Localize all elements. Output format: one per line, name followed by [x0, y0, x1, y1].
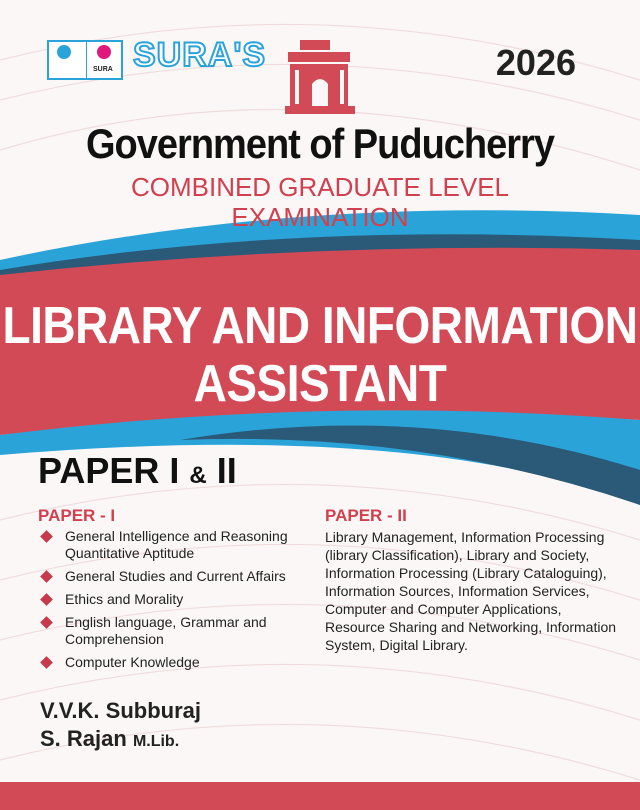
paper1-list [38, 528, 308, 677]
diamond-bullet-icon [40, 656, 53, 669]
paper2-syllabus: Library Management, Information Processing (library Classification), Library and Society, Information Processing (Library Cataloguing), Information Sources, Information Services, Computer and Computer Applications, Resource Sharing and Networking, Information System, Digital Library. [325, 529, 617, 653]
author-1: V.V.K. Subburaj [40, 698, 201, 723]
paper1-heading: PAPER - I [38, 506, 116, 525]
paper-heading: PAPER I & II [38, 450, 237, 491]
list-item: Computer Knowledge [38, 654, 308, 671]
logo-small-text: SURA [93, 66, 113, 73]
diamond-bullet-icon [40, 593, 53, 606]
reader-pink-icon [97, 45, 111, 59]
paper2-heading: PAPER - II [325, 506, 407, 525]
diamond-bullet-icon [40, 530, 53, 543]
government-title: Government of Puducherry [86, 121, 554, 169]
list-item: English language, Grammar and Comprehension [38, 614, 308, 648]
list-item: General Studies and Current Affairs [38, 568, 308, 585]
title-line2: ASSISTANT [193, 353, 447, 413]
diamond-bullet-icon [40, 570, 53, 583]
author-2: S. Rajan M.Lib. [40, 726, 180, 751]
publisher-logo [47, 40, 123, 80]
list-item: General Intelligence and Reasoning Quantitative Aptitude [38, 528, 308, 562]
list-item: Ethics and Morality [38, 591, 308, 608]
exam-line1: COMBINED GRADUATE LEVEL [130, 172, 510, 202]
reader-icon [57, 45, 71, 59]
exam-line2: EXAMINATION [231, 202, 409, 232]
title-line1: LIBRARY AND INFORMATION [2, 295, 638, 355]
diamond-bullet-icon [40, 616, 53, 629]
year: 2026 [495, 42, 576, 83]
brand-name: SURA'S [133, 36, 267, 74]
